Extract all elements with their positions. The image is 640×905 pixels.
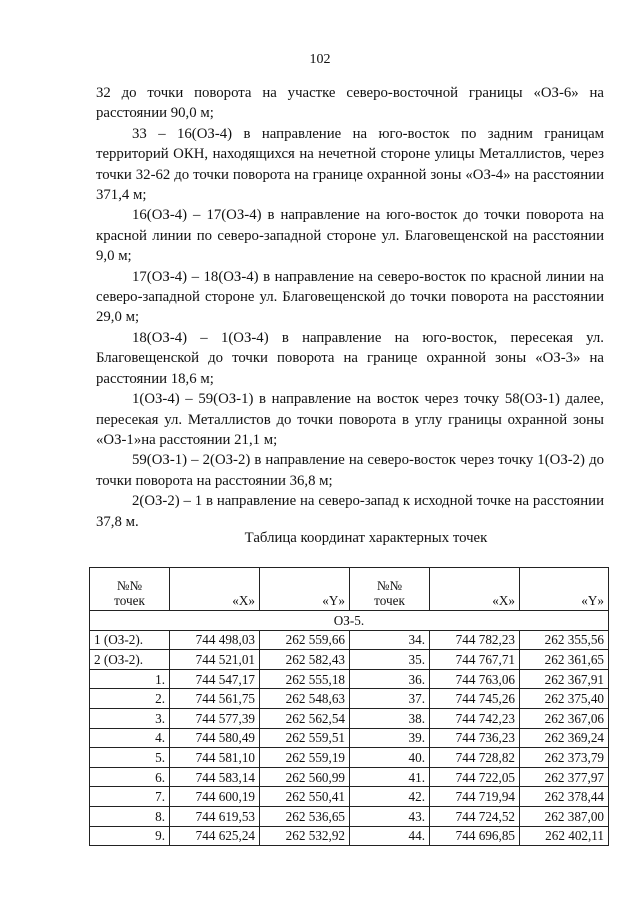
table-row <box>90 767 609 787</box>
y-coordinate-cell: 262 377,97 <box>520 767 609 787</box>
x-coordinate-cell: 744 742,23 <box>430 708 520 728</box>
header-point-number <box>90 568 170 611</box>
y-coordinate-cell: 262 378,44 <box>520 787 609 807</box>
point-number-cell: 8. <box>90 806 170 826</box>
x-coordinate-cell: 744 728,82 <box>430 748 520 768</box>
paragraph: 2(ОЗ-2) – 1 в направление на северо-запад к исходной точке на расстоянии 37,8 м. <box>96 493 604 530</box>
x-coordinate-cell: 744 722,05 <box>430 767 520 787</box>
y-coordinate-cell: 262 375,40 <box>520 689 609 709</box>
table-row <box>90 826 609 846</box>
table-row <box>90 669 609 689</box>
x-coordinate-cell: 744 498,03 <box>170 630 260 650</box>
table-row <box>90 630 609 650</box>
x-coordinate-cell: 744 696,85 <box>430 826 520 846</box>
point-number-cell: 44. <box>350 826 430 846</box>
point-number-cell: 43. <box>350 806 430 826</box>
point-number-cell: 7. <box>90 787 170 807</box>
y-coordinate-cell: 262 536,65 <box>260 806 350 826</box>
y-coordinate-cell: 262 355,56 <box>520 630 609 650</box>
table-row <box>90 650 609 670</box>
header-point-number <box>350 568 430 611</box>
y-coordinate-cell: 262 555,18 <box>260 669 350 689</box>
y-coordinate-cell: 262 559,19 <box>260 748 350 768</box>
header-point-number-line1: №№ <box>116 578 143 593</box>
y-coordinate-cell: 262 532,92 <box>260 826 350 846</box>
table-row <box>90 689 609 709</box>
x-coordinate-cell: 744 583,14 <box>170 767 260 787</box>
y-coordinate-cell: 262 367,06 <box>520 708 609 728</box>
header-y: «Y» <box>260 568 350 611</box>
zone-label: ОЗ-5. <box>90 611 609 631</box>
point-number-cell: 35. <box>350 650 430 670</box>
page-number: 102 <box>309 52 331 67</box>
point-number-cell: 6. <box>90 767 170 787</box>
point-number-cell: 2. <box>90 689 170 709</box>
y-coordinate-cell: 262 562,54 <box>260 708 350 728</box>
point-number-cell: 37. <box>350 689 430 709</box>
x-coordinate-cell: 744 745,26 <box>430 689 520 709</box>
y-coordinate-cell: 262 582,43 <box>260 650 350 670</box>
point-number-cell: 34. <box>350 630 430 650</box>
point-number-cell: 42. <box>350 787 430 807</box>
paragraph: 16(ОЗ-4) – 17(ОЗ-4) в направление на юго-восток до точки поворота на красной линии по северо-западной стороне ул. Благовещенской на расстоянии 9,0 м; <box>96 207 604 265</box>
point-number-cell: 36. <box>350 669 430 689</box>
header-x: «X» <box>170 568 260 611</box>
header-point-number-line2: точек <box>114 593 145 608</box>
x-coordinate-cell: 744 577,39 <box>170 708 260 728</box>
x-coordinate-cell: 744 782,23 <box>430 630 520 650</box>
x-coordinate-cell: 744 736,23 <box>430 728 520 748</box>
x-coordinate-cell: 744 724,52 <box>430 806 520 826</box>
zone-row <box>90 611 609 631</box>
header-y: «Y» <box>520 568 609 611</box>
paragraph: 18(ОЗ-4) – 1(ОЗ-4) в направление на юго-восток, пересекая ул. Благовещенской до точки поворота на границе охранной зоны «ОЗ-3» на расстоянии 18,6 м; <box>96 329 604 387</box>
table-row <box>90 787 609 807</box>
x-coordinate-cell: 744 600,19 <box>170 787 260 807</box>
table-row <box>90 748 609 768</box>
paragraph: 17(ОЗ-4) – 18(ОЗ-4) в направление на северо-восток по красной линии на северо-западной стороне ул. Благовещенской до точки поворота на расстоянии 29,0 м; <box>96 268 604 326</box>
point-number-cell: 1. <box>90 669 170 689</box>
table-title: Таблица координат характерных точек <box>244 530 488 546</box>
coordinates-table <box>89 567 609 846</box>
y-coordinate-cell: 262 559,66 <box>260 630 350 650</box>
point-number-cell: 9. <box>90 826 170 846</box>
x-coordinate-cell: 744 561,75 <box>170 689 260 709</box>
y-coordinate-cell: 262 387,00 <box>520 806 609 826</box>
point-number-cell: 1 (ОЗ-2). <box>90 630 170 650</box>
paragraph: 59(ОЗ-1) – 2(ОЗ-2) в направление на северо-восток через точку 1(ОЗ-2) до точки поворота на расстоянии 36,8 м; <box>96 452 604 489</box>
x-coordinate-cell: 744 619,53 <box>170 806 260 826</box>
paragraph: 33 – 16(ОЗ-4) в направление на юго-восток по задним границам территорий ОКН, находящихся на нечетной стороне улицы Металлистов, через точки 32-62 до точки поворота на границе охранной зоны «ОЗ-4» на расстоянии 371,4 м; <box>96 125 604 204</box>
point-number-cell: 41. <box>350 767 430 787</box>
x-coordinate-cell: 744 547,17 <box>170 669 260 689</box>
paragraph: 1(ОЗ-4) – 59(ОЗ-1) в направление на восток через точку 58(ОЗ-1) далее, пересекая ул. Металлистов до точки поворота в углу границы охранной зоны «ОЗ-1»на расстоянии 21,1 м; <box>96 391 604 448</box>
body-text <box>96 83 604 532</box>
paragraph: 32 до точки поворота на участке северо-восточной границы «ОЗ-6» на расстоянии 90,0 м; <box>96 85 604 122</box>
x-coordinate-cell: 744 625,24 <box>170 826 260 846</box>
x-coordinate-cell: 744 719,94 <box>430 787 520 807</box>
y-coordinate-cell: 262 361,65 <box>520 650 609 670</box>
table-row <box>90 708 609 728</box>
y-coordinate-cell: 262 559,51 <box>260 728 350 748</box>
point-number-cell: 4. <box>90 728 170 748</box>
point-number-cell: 38. <box>350 708 430 728</box>
x-coordinate-cell: 744 763,06 <box>430 669 520 689</box>
y-coordinate-cell: 262 548,63 <box>260 689 350 709</box>
x-coordinate-cell: 744 581,10 <box>170 748 260 768</box>
y-coordinate-cell: 262 367,91 <box>520 669 609 689</box>
y-coordinate-cell: 262 550,41 <box>260 787 350 807</box>
y-coordinate-cell: 262 373,79 <box>520 748 609 768</box>
point-number-cell: 40. <box>350 748 430 768</box>
table-row <box>90 728 609 748</box>
y-coordinate-cell: 262 402,11 <box>520 826 609 846</box>
table-row <box>90 806 609 826</box>
header-point-number-line1: №№ <box>376 578 403 593</box>
x-coordinate-cell: 744 580,49 <box>170 728 260 748</box>
y-coordinate-cell: 262 369,24 <box>520 728 609 748</box>
point-number-cell: 5. <box>90 748 170 768</box>
x-coordinate-cell: 744 521,01 <box>170 650 260 670</box>
point-number-cell: 39. <box>350 728 430 748</box>
x-coordinate-cell: 744 767,71 <box>430 650 520 670</box>
header-x: «X» <box>430 568 520 611</box>
point-number-cell: 3. <box>90 708 170 728</box>
y-coordinate-cell: 262 560,99 <box>260 767 350 787</box>
point-number-cell: 2 (ОЗ-2). <box>90 650 170 670</box>
header-point-number-line2: точек <box>374 593 405 608</box>
table-header-row <box>90 568 609 611</box>
